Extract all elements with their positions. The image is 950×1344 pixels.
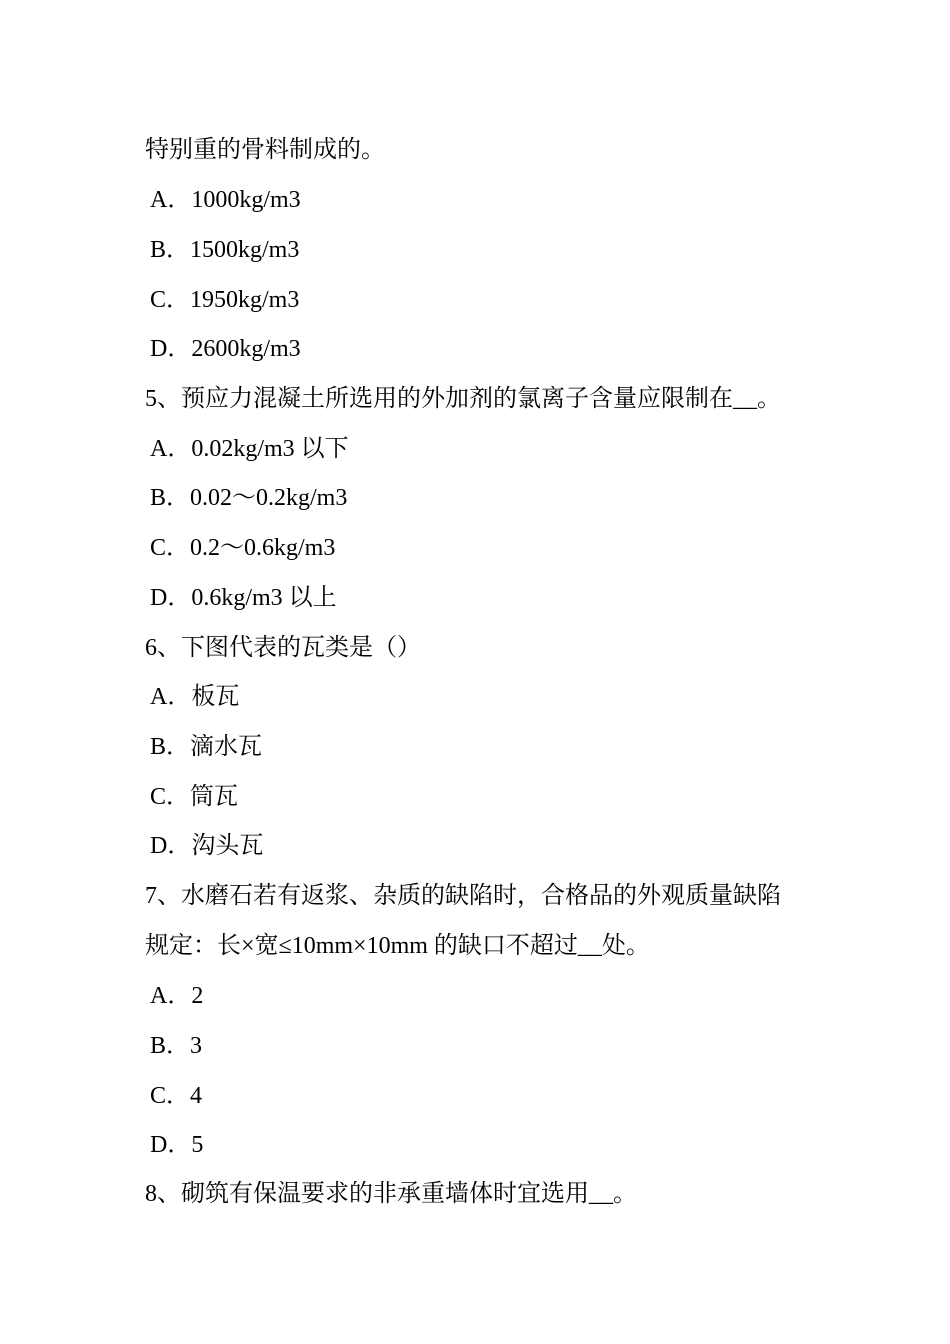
option-b: B．滴水瓦 xyxy=(150,734,263,760)
option-d: D．2600kg/m3 xyxy=(150,336,301,362)
option-b: B．1500kg/m3 xyxy=(150,237,300,263)
option-a: A．2 xyxy=(150,983,204,1009)
option-b: B．3 xyxy=(150,1033,203,1059)
question-7: 7、水磨石若有返浆、杂质的缺陷时，合格品的外观质量缺陷 xyxy=(145,883,781,909)
option-d: D．沟头瓦 xyxy=(150,833,264,859)
question-6: 6、下图代表的瓦类是（） xyxy=(145,635,421,661)
question-5: 5、预应力混凝土所选用的外加剂的氯离子含量应限制在__。 xyxy=(145,386,781,412)
option-c: C．0.2～0.6kg/m3 xyxy=(150,535,336,561)
option-a: A．1000kg/m3 xyxy=(150,187,301,213)
option-c: C．筒瓦 xyxy=(150,784,239,810)
question-7-continuation: 规定：长×宽≤10mm×10mm 的缺口不超过__处。 xyxy=(145,933,650,959)
option-d: D．5 xyxy=(150,1132,204,1158)
option-a: A．0.02kg/m3 以下 xyxy=(150,436,349,462)
option-b: B．0.02～0.2kg/m3 xyxy=(150,485,348,511)
paragraph-continuation: 特别重的骨料制成的。 xyxy=(145,137,385,163)
question-8: 8、砌筑有保温要求的非承重墙体时宜选用__。 xyxy=(145,1181,637,1207)
option-d: D．0.6kg/m3 以上 xyxy=(150,585,337,611)
option-c: C．1950kg/m3 xyxy=(150,287,300,313)
option-c: C．4 xyxy=(150,1083,203,1109)
option-a: A．板瓦 xyxy=(150,684,240,710)
